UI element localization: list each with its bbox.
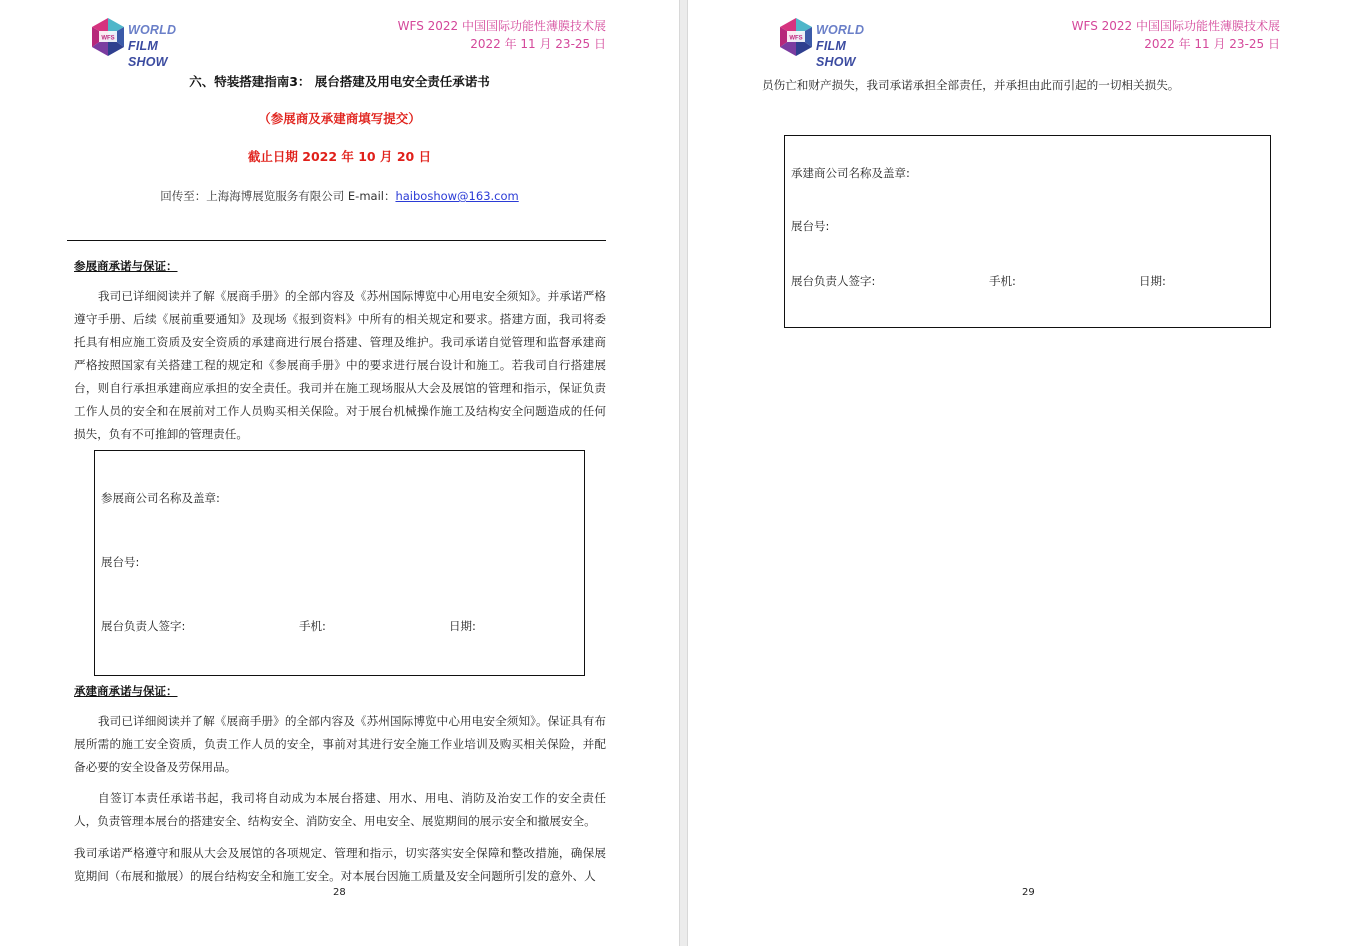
submission-note: （参展商及承建商填写提交） xyxy=(258,111,421,126)
exhibitor-phone-field[interactable]: 手机: xyxy=(299,619,326,633)
contractor-signature-field[interactable]: 展台负责人签字: xyxy=(791,274,876,288)
contractor-paragraph-2: 自签订本责任承诺书起，我司将自动成为本展台搭建、用水、用电、消防及治安工作的安全责任人，负责管理本展台的搭建安全、结构安全、消防安全、用电安全、展览期间的展示安全和撤展安全。 xyxy=(74,791,606,828)
contractor-section-heading: 承建商承诺与保证： xyxy=(74,684,178,698)
continuation-paragraph: 员伤亡和财产损失，我司承诺承担全部责任，并承担由此而引起的一切相关损失。 xyxy=(762,78,1180,92)
exhibitor-signature-form xyxy=(94,450,585,676)
contractor-company-field[interactable]: 承建商公司名称及盖章: xyxy=(791,166,910,180)
svg-text:WFS: WFS xyxy=(101,35,115,42)
wfs-logo xyxy=(90,17,200,69)
exhibitor-section-heading: 参展商承诺与保证： xyxy=(74,259,178,273)
event-dates: 2022 年 11 月 23-25 日 xyxy=(470,37,606,51)
send-to-line xyxy=(0,188,679,204)
event-name: WFS 2022 中国国际功能性薄膜技术展 xyxy=(1071,19,1280,33)
svg-text:WFS: WFS xyxy=(789,35,803,42)
contractor-paragraph-3: 我司承诺严格遵守和服从大会及展馆的各项规定、管理和指示，切实落实安全保障和整改措施，确保展览期间（布展和撤展）的展台结构安全和施工安全。对本展台因施工质量及安全问题所引发的意外、人 xyxy=(74,846,606,883)
exhibitor-booth-field[interactable]: 展台号: xyxy=(101,555,140,569)
logo-line-world: WORLD xyxy=(128,23,177,37)
event-dates: 2022 年 11 月 23-25 日 xyxy=(1144,37,1280,51)
event-name: WFS 2022 中国国际功能性薄膜技术展 xyxy=(397,19,606,33)
page-number: 29 xyxy=(1022,887,1035,898)
document-page-29 xyxy=(688,0,1367,946)
contractor-date-field[interactable]: 日期: xyxy=(1139,274,1166,288)
document-page-28 xyxy=(0,0,679,946)
exhibitor-signature-field[interactable]: 展台负责人签字: xyxy=(101,619,186,633)
page-title: 六、特装搭建指南3： 展台搭建及用电安全责任承诺书 xyxy=(189,74,490,89)
contractor-paragraph-1: 我司已详细阅读并了解《展商手册》的全部内容及《苏州国际博览中心用电安全须知》。保证具有布展所需的施工安全资质，负责工作人员的安全，事前对其进行安全施工作业培训及购买相关保险，并配备必要的安全设备及劳保用品。 xyxy=(74,714,606,774)
page-gutter xyxy=(679,0,688,946)
event-header xyxy=(1072,17,1280,53)
divider xyxy=(67,240,606,241)
hexagon-logo-icon xyxy=(778,17,814,57)
contractor-signature-form xyxy=(784,135,1271,328)
contractor-phone-field[interactable]: 手机: xyxy=(989,274,1016,288)
logo-line-world: WORLD xyxy=(816,23,865,37)
exhibitor-company-field[interactable]: 参展商公司名称及盖章: xyxy=(101,491,220,505)
deadline: 截止日期 2022 年 10 月 20 日 xyxy=(247,149,432,164)
contractor-booth-field[interactable]: 展台号: xyxy=(791,219,830,233)
email-link[interactable]: haiboshow@163.com xyxy=(395,189,519,203)
wfs-logo xyxy=(778,17,888,69)
send-to-label: 回传至：上海海博展览服务有限公司 E-mail： xyxy=(160,189,396,203)
logo-line-film-show: FILM SHOW xyxy=(128,39,168,69)
exhibitor-commitment-paragraph: 我司已详细阅读并了解《展商手册》的全部内容及《苏州国际博览中心用电安全须知》。并承诺严格遵守手册、后续《展前重要通知》及现场《报到资料》中所有的相关规定和要求。搭建方面，我司将委托具有相应施工资质及安全资质的承建商进行展台搭建、管理及维护。我司承诺自觉管理和监督承建商严格按照国家有关搭建工程的规定和《参展商手册》中的要求进行展台设计和施工。若我司自行搭建展台，则自行承担承建商应承担的安全责任。我司并在施工现场服从大会及展馆的管理和指示，保证负责工作人员的安全和在展前对工作人员购买相关保险。对于展台机械操作施工及结构安全问题造成的任何损失，负有不可推卸的管理责任。 xyxy=(74,289,606,441)
hexagon-logo-icon xyxy=(90,17,126,57)
logo-line-film-show: FILM SHOW xyxy=(816,39,856,69)
exhibitor-date-field[interactable]: 日期: xyxy=(449,619,476,633)
event-header xyxy=(398,17,606,53)
page-number: 28 xyxy=(333,887,346,898)
